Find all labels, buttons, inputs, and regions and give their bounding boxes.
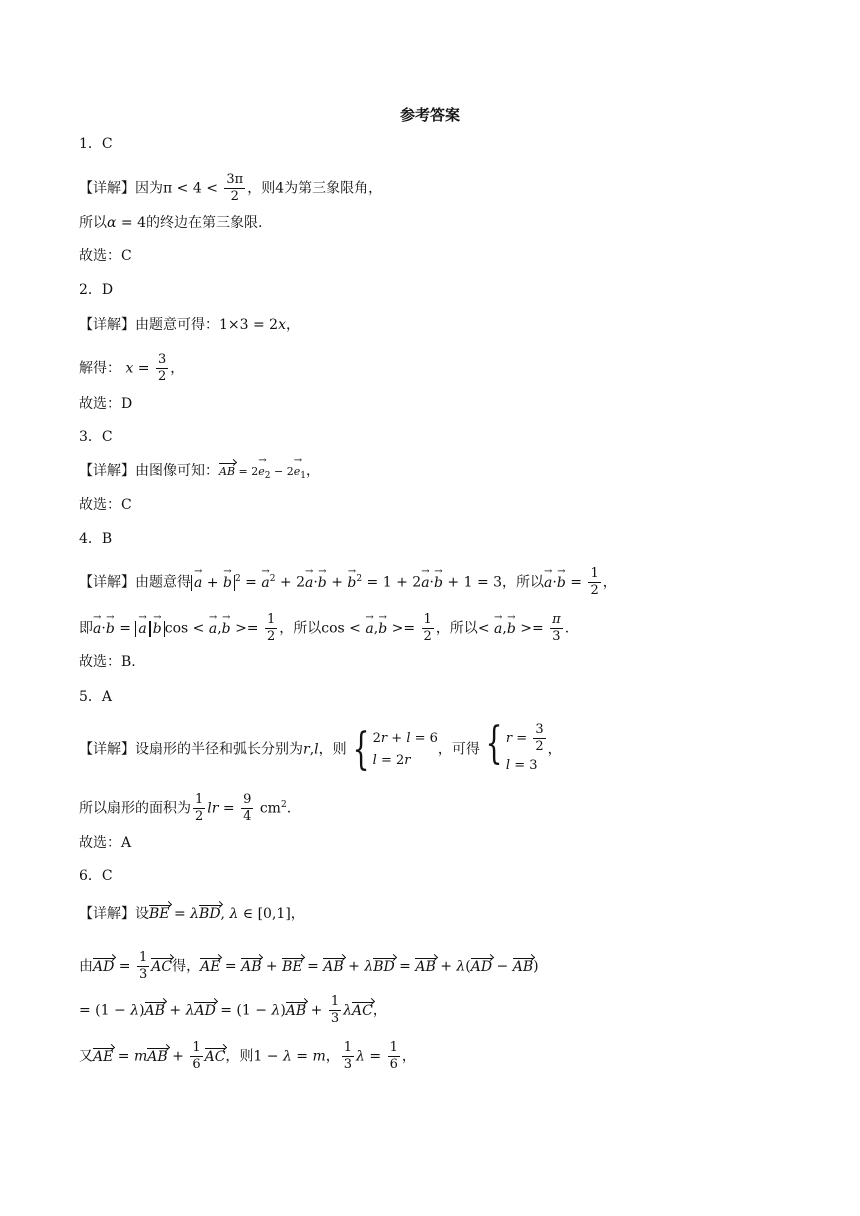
q3-label: 【详解】	[79, 463, 135, 479]
page-title: 参考答案	[399, 106, 460, 124]
q1-answer: 故选：C	[79, 248, 132, 264]
q4-label: 【详解】	[79, 574, 135, 591]
q6-number: 6．C	[79, 868, 113, 884]
q5-label: 【详解】	[79, 741, 135, 758]
q2-label: 【详解】	[79, 317, 135, 333]
q5-number: 5．A	[79, 689, 113, 705]
q6-solution-line-1: 【详解】设BE = λBD, λ ∈ [0,1]，	[79, 906, 305, 922]
q3-number: 3．C	[79, 429, 113, 445]
q2-solution-line-1: 【详解】由题意可得：1×3 = 2x，	[79, 317, 300, 333]
q5-answer: 故选：A	[79, 835, 132, 851]
q4-answer: 故选：B.	[79, 654, 136, 670]
q6-label: 【详解】	[79, 906, 135, 922]
q1-solution-line-1: 【详解】因为π < 4 < $\frac{3\pi}{2}$ ，则4为第三象限角，	[79, 172, 383, 204]
q3-answer: 故选：C	[79, 497, 132, 513]
q1-label: 【详解】	[79, 180, 135, 197]
q1-solution-line-2: 所以α = 4的终边在第三象限.	[79, 215, 263, 231]
q2-answer: 故选：D	[79, 396, 133, 412]
q6-solution-line-2: 由AD = $\frac{1}{3}$ AC得，AE = AB + BE = AB + λBD = AB + λ(AD − AB)	[79, 950, 539, 982]
q3-solution-line-1: 【详解】由图像可知：AB = $2\to e_2 - 2\to e_1$，	[79, 461, 320, 486]
q2-number: 2．D	[79, 282, 114, 298]
q4-number: 4．B	[79, 531, 113, 547]
q6-solution-line-3: = (1 − λ)AB + λAD = (1 − λ)AB + $\frac{1}{3}$ λAC，	[79, 994, 387, 1026]
q4-solution-line-1: 【详解】由题意得→ a + → b $^2$ = → $a^2 + 2\to a\cdot\to b$ + → $b^2 = 1 + 2\to a\cdot\to b + 1 = 3$，所以→ a·→ b = $\frac{1}{2}$ ，	[79, 566, 617, 599]
q2-solution-line-2: 解得： x = $\frac{3}{2}$ ，	[79, 352, 185, 384]
q4-solution-line-2: 即→ a·→ b = → a→ b cos < → a,→ b >= $\frac{1}{2}$ ，所以cos < → a,→ b >= $\frac{1}{2}$ ，所以< → a,→ b >= $\frac{\pi}{3}$ .	[79, 612, 569, 645]
q6-solution-line-4: 又AE = mAB + $\frac{1}{6}$ AC，则1 − λ = m， $\frac{1}{3}$ λ = $\frac{1}{6}$ ，	[79, 1040, 416, 1072]
q5-solution-line-1: 【详解】设扇形的半径和弧长分别为r,l，则 { 2r + l = 6 l = 2r ，可得 { r = $\frac{3}{2}$ l = 3 ，	[79, 718, 562, 775]
q5-solution-line-2: 所以扇形的面积为 $\frac{1}{2}$ lr = $\frac{9}{4}$ $cm^2$.	[79, 792, 292, 824]
q1-number: 1．C	[79, 136, 113, 152]
